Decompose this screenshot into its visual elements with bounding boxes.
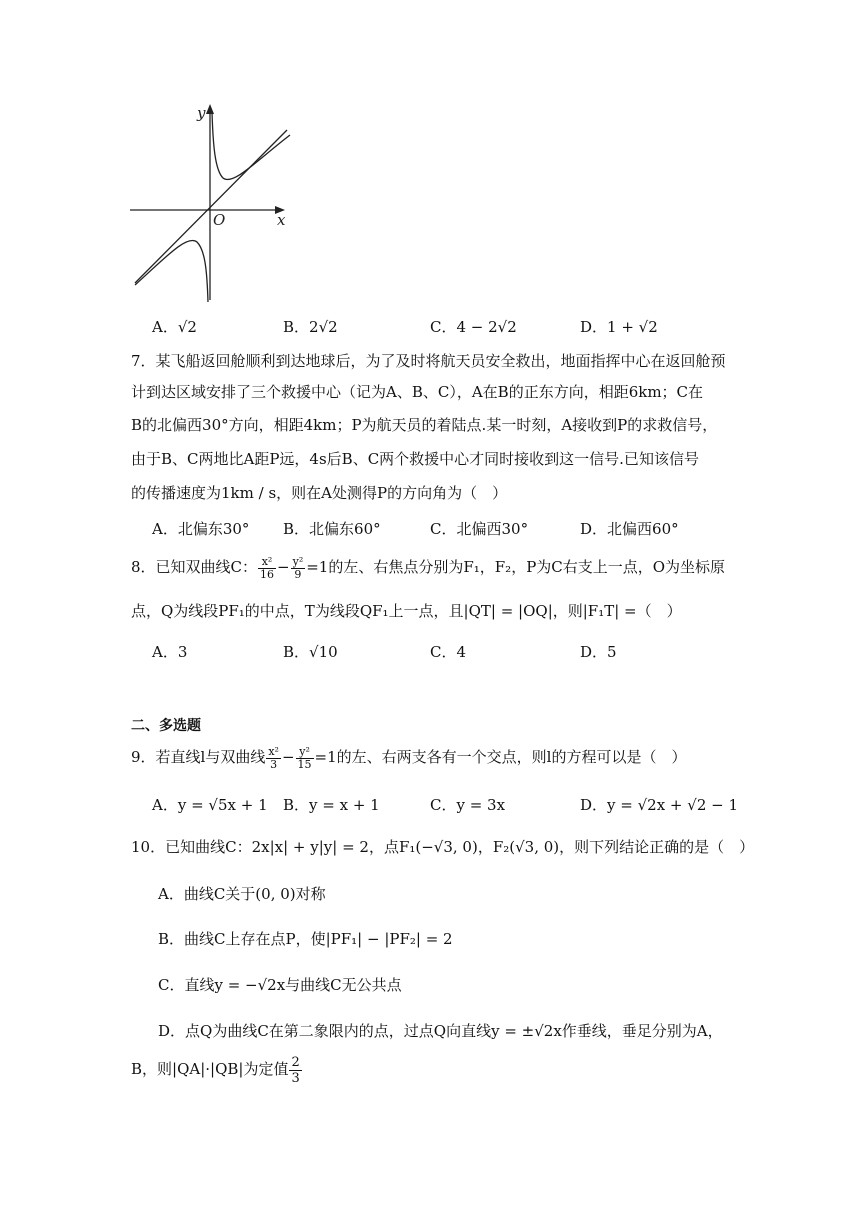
q7-line-4: 由于B、C两地比A距P远，4s后B、C两个救援中心才同时接收到这一信号.已知该信号 bbox=[131, 450, 699, 468]
q8-prefix: 8．已知双曲线C： bbox=[131, 558, 258, 576]
q10-d-frac-num: 2 bbox=[291, 1054, 300, 1070]
q8-frac1-num: x² bbox=[258, 556, 276, 569]
section-heading: 二、多选题 bbox=[131, 718, 201, 734]
q10-d-prefix: B，则|QA|·|QB|为定值 bbox=[131, 1060, 289, 1078]
q6-option-c[interactable]: C．4 − 2√2 bbox=[430, 318, 517, 336]
q7-option-c[interactable]: C．北偏西30° bbox=[430, 520, 529, 538]
q6-option-d[interactable]: D．1 + √2 bbox=[580, 318, 658, 336]
q8-frac2-den: 9 bbox=[294, 567, 302, 581]
q9-rest: =1的左、右两支各有一个交点，则l的方程可以是（ ） bbox=[314, 748, 687, 766]
q8-line-2: 点，Q为线段PF₁的中点，T为线段QF₁上一点，且|QT| = |OQ|，则|F₁T| =（ ） bbox=[131, 602, 682, 620]
q9-option-a[interactable]: A．y = √5x + 1 bbox=[152, 796, 268, 814]
q7-line-2: 计到达区域安排了三个救援中心（记为A、B、C），A在B的正东方向，相距6km；C在 bbox=[131, 383, 704, 401]
q10-option-d-line-1[interactable]: D．点Q为曲线C在第二象限内的点，过点Q向直线y = ±√2x作垂线，垂足分别为A， bbox=[158, 1022, 723, 1040]
x-axis-label: x bbox=[277, 211, 286, 229]
q6-option-a[interactable]: A．√2 bbox=[152, 318, 197, 336]
q9-option-c[interactable]: C．y = 3x bbox=[430, 796, 506, 814]
hyperbola-graph bbox=[125, 100, 295, 310]
curve-upper-branch bbox=[212, 112, 290, 180]
q10-stem: 10．已知曲线C：2x|x| + y|y| = 2，点F₁(−√3, 0)，F₂(√3, 0)，则下列结论正确的是（ ） bbox=[131, 838, 755, 856]
q10-option-c[interactable]: C．直线y = −√2x与曲线C无公共点 bbox=[158, 976, 402, 994]
asymptote-line bbox=[135, 130, 287, 283]
q9-prefix: 9．若直线l与双曲线 bbox=[131, 748, 266, 766]
q8-frac1-den: 16 bbox=[260, 567, 275, 581]
q7-option-b[interactable]: B．北偏东60° bbox=[283, 520, 381, 538]
q7-option-d[interactable]: D．北偏西60° bbox=[580, 520, 679, 538]
q8-option-a[interactable]: A．3 bbox=[152, 643, 188, 661]
q8-option-c[interactable]: C．4 bbox=[430, 643, 467, 661]
q8-option-b[interactable]: B．√10 bbox=[283, 643, 338, 661]
origin-label: O bbox=[213, 211, 226, 229]
q8-fraction-x bbox=[258, 556, 276, 581]
y-axis-label: y bbox=[197, 104, 206, 122]
q9-option-b[interactable]: B．y = x + 1 bbox=[283, 796, 380, 814]
q9-fraction-x bbox=[266, 746, 281, 771]
q8-line-1 bbox=[131, 552, 725, 582]
q10-option-b[interactable]: B．曲线C上存在点P，使|PF₁| − |PF₂| = 2 bbox=[158, 930, 453, 948]
q9-frac2-num: y² bbox=[296, 746, 314, 759]
q9-option-d[interactable]: D．y = √2x + √2 − 1 bbox=[580, 796, 739, 814]
q8-minus: − bbox=[277, 558, 290, 576]
q9-frac1-num: x² bbox=[268, 744, 279, 758]
q9-frac2-den: 15 bbox=[297, 757, 312, 771]
q8-rest: =1的左、右焦点分别为F₁，F₂，P为C右支上一点，O为坐标原 bbox=[306, 558, 726, 576]
q8-frac2-num: y² bbox=[292, 554, 304, 568]
y-axis-arrow bbox=[206, 104, 214, 114]
q7-line-3: B的北偏西30°方向，相距4km；P为航天员的着陆点.某一时刻，A接收到P的求救信号， bbox=[131, 416, 718, 434]
q8-fraction-y bbox=[291, 556, 306, 581]
q7-line-1: 7．某飞船返回舱顺利到达地球后，为了及时将航天员安全救出，地面指挥中心在返回舱预 bbox=[131, 352, 726, 370]
q10-option-a[interactable]: A．曲线C关于(0, 0)对称 bbox=[158, 885, 326, 903]
q10-d-frac-den: 3 bbox=[291, 1070, 300, 1086]
q9-frac1-den: 3 bbox=[270, 757, 278, 771]
q8-option-d[interactable]: D．5 bbox=[580, 643, 617, 661]
q7-line-5: 的传播速度为1km / s，则在A处测得P的方向角为（ ） bbox=[131, 484, 508, 502]
q10-d-fraction bbox=[289, 1055, 301, 1086]
q9-fraction-y bbox=[296, 746, 314, 771]
q9-line-1 bbox=[131, 742, 686, 772]
q7-option-a[interactable]: A．北偏东30° bbox=[152, 520, 250, 538]
q9-minus: − bbox=[281, 748, 295, 766]
q6-option-b[interactable]: B．2√2 bbox=[283, 318, 338, 336]
q10-option-d-line-2 bbox=[131, 1052, 303, 1086]
